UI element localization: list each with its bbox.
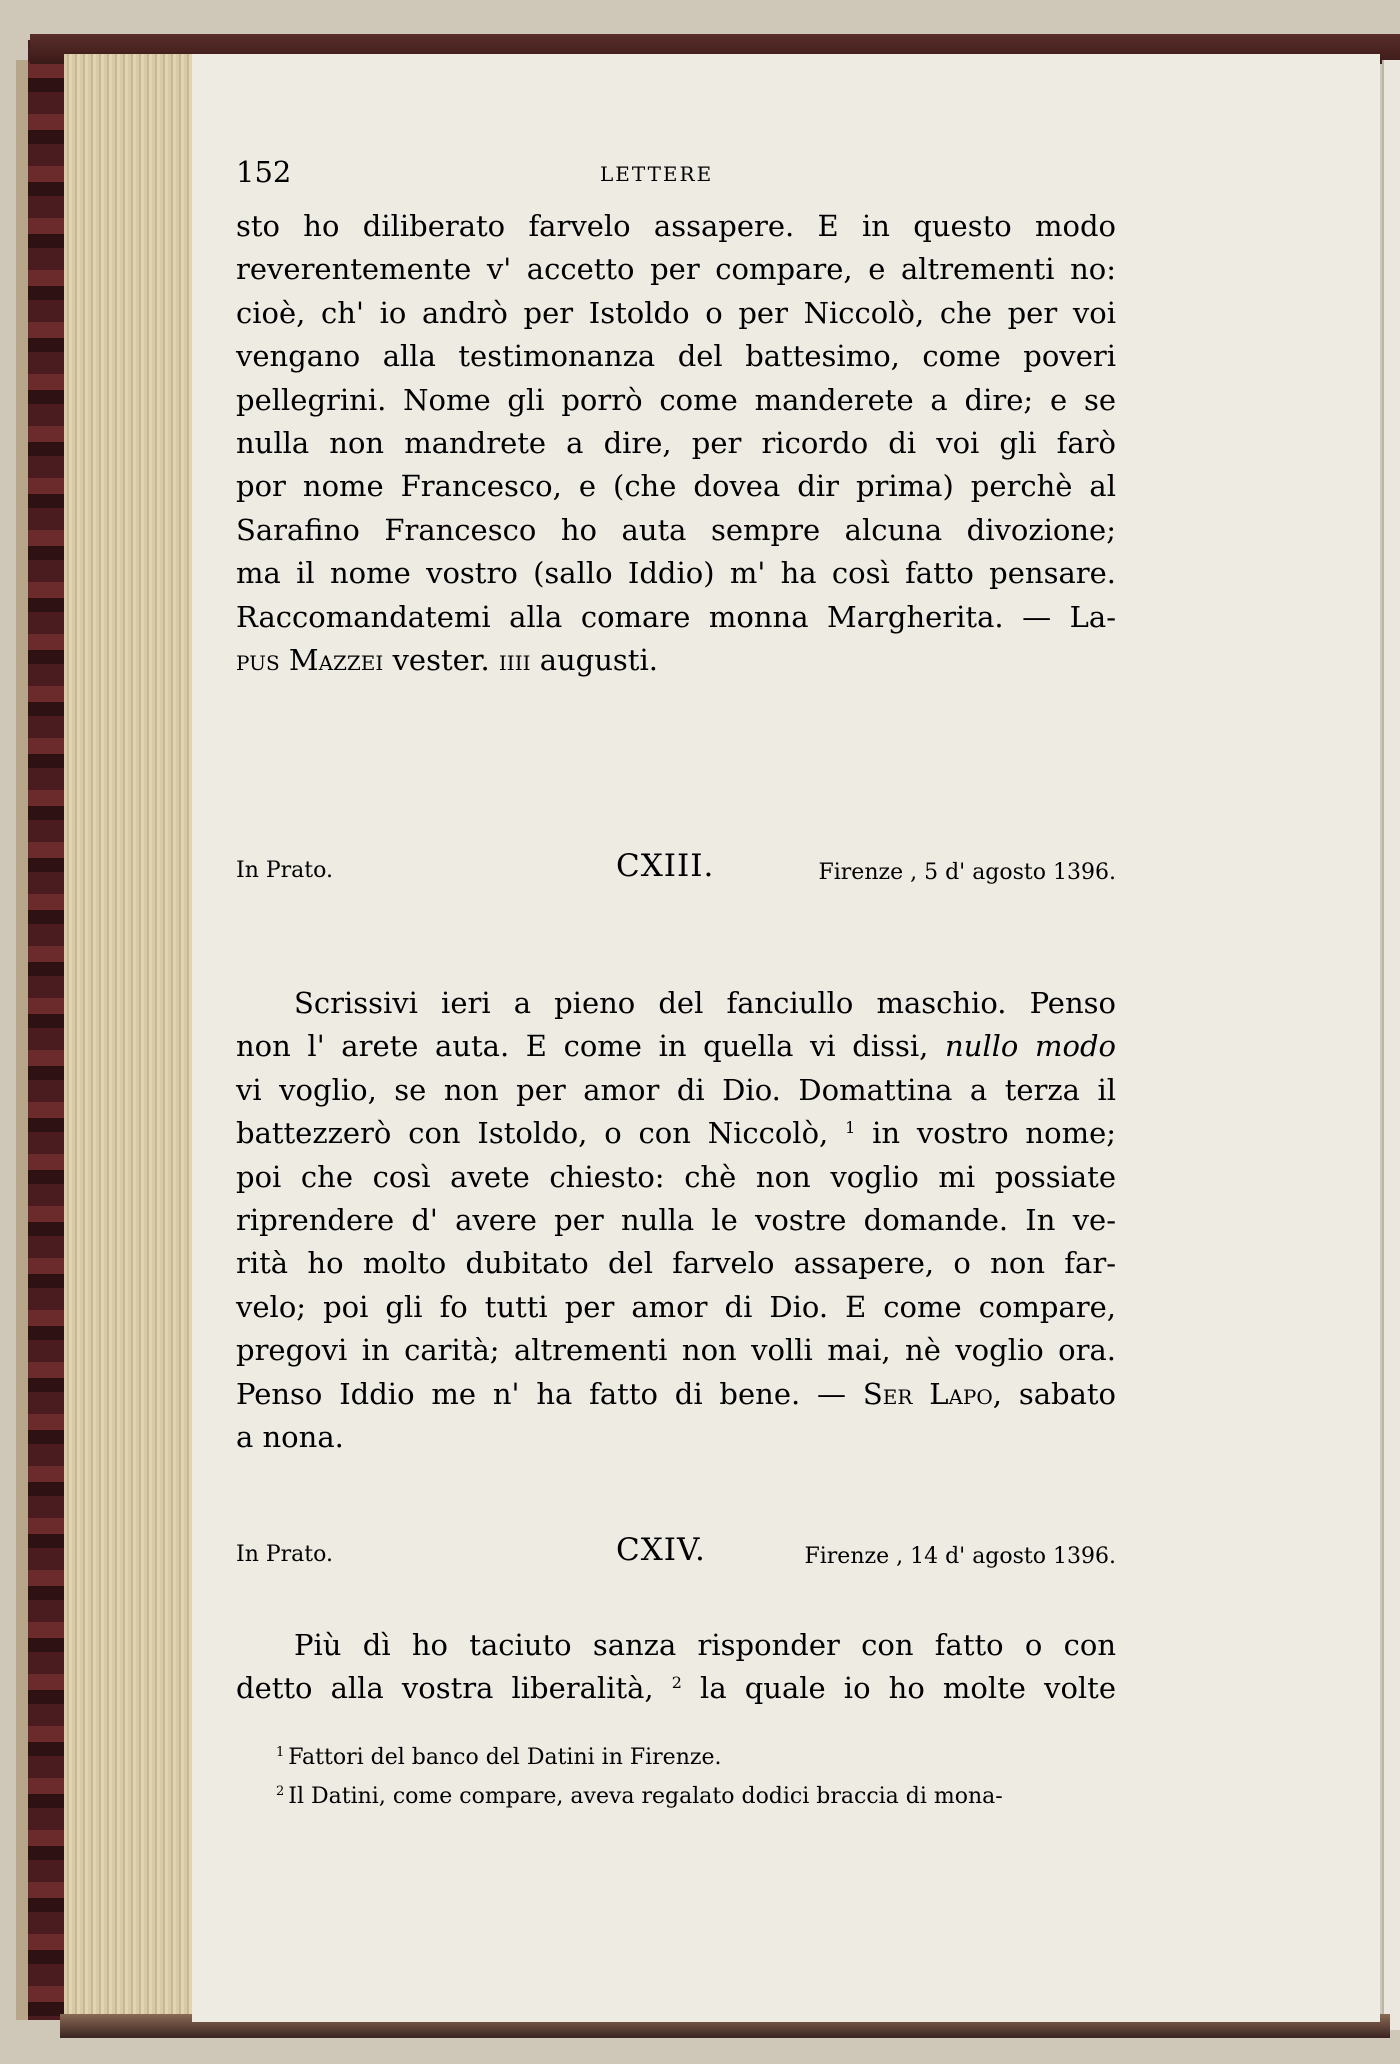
- text-line: ma il nome vostro (sallo Iddio) m' ha così fatto pensare.: [236, 556, 1116, 591]
- footnote: [276, 1775, 1116, 1814]
- text-line: Raccomandatemi alla comare monna Margherita. — La-: [236, 599, 1116, 634]
- footnote-text: Il Datini, come compare, aveva regalato dodici braccia di mona-: [288, 1784, 1003, 1809]
- text-segment: in vostro nome;: [855, 1116, 1116, 1151]
- text-line: pregovi in carità; altrementi non volli mai, nè voglio ora.: [236, 1333, 1116, 1368]
- letter-heading-cxiv: [236, 1532, 1116, 1572]
- footnote-ref: 2: [671, 1673, 682, 1693]
- signature-date: iiii: [498, 643, 531, 678]
- signature-name: Ser Lapo: [862, 1376, 993, 1411]
- letter-number: CXIII.: [616, 848, 715, 884]
- text-segment: Penso Iddio me n' ha fatto di bene. —: [236, 1376, 863, 1411]
- text-line: Scrissivi ieri a pieno del fanciullo maschio. Penso: [294, 986, 1116, 1020]
- text-segment: detto alla vostra liberalità,: [236, 1671, 672, 1706]
- footnote-ref: 1: [845, 1118, 856, 1138]
- running-head: LETTERE: [600, 162, 714, 186]
- letter-date: Firenze , 14 d' agosto 1396.: [804, 1544, 1116, 1569]
- text-segment: battezzerò con Istoldo, o con Niccolò,: [236, 1116, 846, 1151]
- text-line: nulla non mandrete a dire, per ricordo di voi gli farò: [236, 426, 1116, 461]
- page-stack-edge: [64, 54, 194, 2014]
- letter-cxiv-text: [236, 1624, 1116, 1711]
- text-segment: , sabato: [992, 1376, 1116, 1411]
- footnote-mark: 1: [276, 1745, 285, 1760]
- letter-place: In Prato.: [236, 1542, 333, 1567]
- letter-cxiii-text: [236, 982, 1116, 1459]
- text-line: por nome Francesco, e (che dovea dir prima) perchè al: [236, 469, 1116, 504]
- letter-place: In Prato.: [236, 858, 333, 883]
- footnote-mark: 2: [276, 1784, 285, 1799]
- text-line: cioè, ch' io andrò per Istoldo o per Niccolò, che per voi: [236, 295, 1116, 330]
- text-line: [236, 1373, 1116, 1416]
- text-line: [236, 1667, 1116, 1710]
- text-line: riprendere d' avere per nulla le vostre domande. In ve-: [236, 1203, 1116, 1238]
- facing-page-edge: [1382, 60, 1400, 2030]
- italic-phrase: nullo modo: [945, 1029, 1116, 1064]
- text-line: sto ho diliberato farvelo assapere. E in questo modo: [236, 209, 1116, 243]
- signature-text-end: augusti.: [530, 643, 658, 678]
- text-line: a nona.: [236, 1420, 344, 1455]
- text-line: Sarafino Francesco ho auta sempre alcuna divozione;: [236, 512, 1116, 547]
- text-segment: non l' arete auta. E come in quella vi dissi,: [236, 1029, 946, 1064]
- signature-line: [236, 639, 1116, 682]
- letter-date: Firenze , 5 d' agosto 1396.: [818, 860, 1116, 885]
- letter-cxii-text: [236, 205, 1116, 682]
- text-line: reverentemente v' accetto per compare, e altrementi no:: [236, 252, 1116, 287]
- letter-number: CXIV.: [616, 1532, 706, 1568]
- signature-name: pus Mazzei: [236, 643, 384, 678]
- text-line: poi che così avete chiesto: chè non voglio mi possiate: [236, 1159, 1116, 1194]
- signature-text: vester.: [383, 643, 499, 678]
- text-line: [236, 1025, 1116, 1068]
- text-line: velo; poi gli fo tutti per amor di Dio. E come compare,: [236, 1289, 1116, 1324]
- footnote-text: Fattori del banco del Datini in Firenze.: [288, 1745, 722, 1770]
- page-header: [236, 155, 1116, 195]
- text-line: pellegrini. Nome gli porrò come manderete a dire; e se: [236, 382, 1116, 417]
- footnote: [276, 1736, 1116, 1775]
- text-line: [236, 1112, 1116, 1155]
- text-line: vengano alla testimonanza del battesimo, come poveri: [236, 339, 1116, 374]
- footnotes: [276, 1736, 1116, 1814]
- text-line: rità ho molto dubitato del farvelo assapere, o non far-: [236, 1246, 1116, 1281]
- text-line: Più dì ho taciuto sanza risponder con fatto o con: [294, 1628, 1116, 1662]
- letter-heading-cxiii: [236, 848, 1116, 888]
- text-segment: la quale io ho molte volte: [681, 1671, 1116, 1706]
- text-line: vi voglio, se non per amor di Dio. Domattina a terza il: [236, 1072, 1116, 1107]
- page-number: 152: [236, 155, 292, 189]
